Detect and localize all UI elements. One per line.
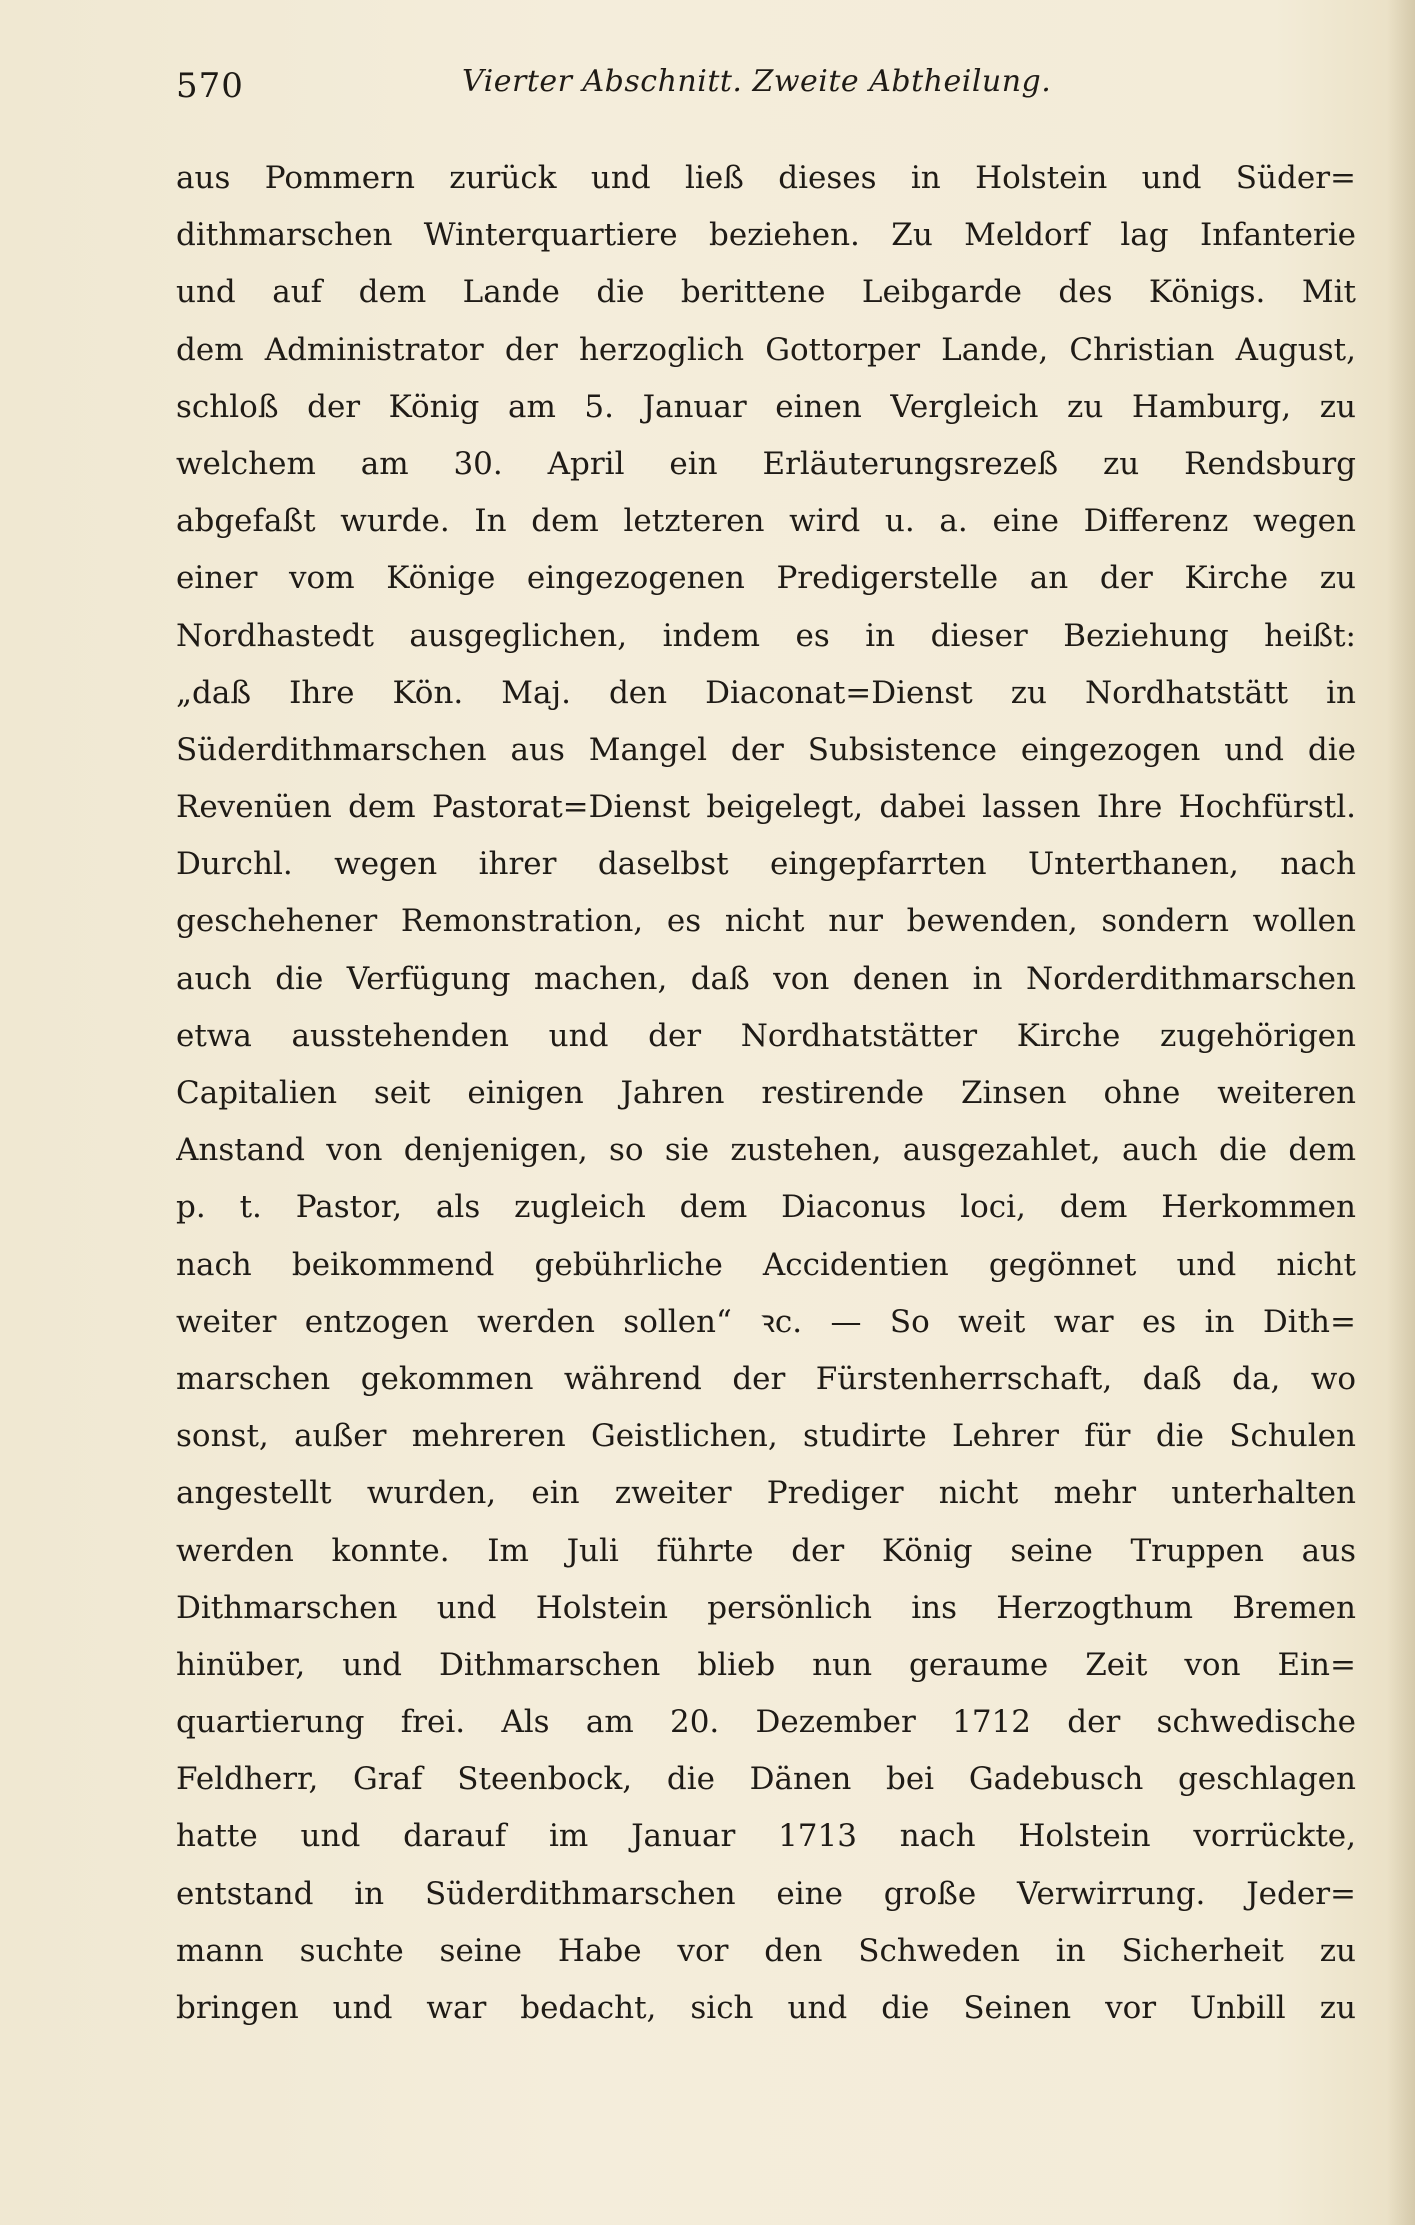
text-line: nach beikommend gebührliche Accidentien gegönnet und nicht <box>176 1246 1356 1283</box>
text-line: p. t. Pastor, als zugleich dem Diaconus loci, dem Herkommen <box>176 1189 1356 1226</box>
body-text <box>176 150 1356 2037</box>
text-line: einer vom Könige eingezogenen Predigerstelle an der Kirche zu <box>176 560 1356 597</box>
text-line: bringen und war bedacht, sich und die Seinen vor Unbill zu <box>176 1990 1356 2026</box>
text-line: Anstand von denjenigen, so sie zustehen, ausgezahlet, auch die dem <box>176 1132 1356 1169</box>
text-line: hinüber, und Dithmarschen blieb nun geraume Zeit von Ein= <box>176 1646 1356 1683</box>
text-line: etwa ausstehenden und der Nordhatstätter Kirche zugehörigen <box>176 1017 1356 1054</box>
text-line: Durchl. wegen ihrer daselbst eingepfarrten Unterthanen, nach <box>176 846 1356 883</box>
page-edge-shadow <box>1387 0 1415 2225</box>
text-line: entstand in Süderdithmarschen eine große Verwirrung. Jeder= <box>176 1875 1356 1912</box>
text-line: und auf dem Lande die berittene Leibgarde des Königs. Mit <box>176 274 1356 311</box>
text-line: Revenüen dem Pastorat=Dienst beigelegt, dabei lassen Ihre Hochfürstl. <box>176 789 1356 826</box>
page-header <box>176 58 1356 118</box>
text-line: weiter entzogen werden sollen“ ꝛc. — So weit war es in Dith= <box>176 1303 1356 1340</box>
text-line: welchem am 30. April ein Erläuterungsrezeß zu Rendsburg <box>176 445 1356 482</box>
page-number: 570 <box>176 66 244 106</box>
text-line: dem Administrator der herzoglich Gottorper Lande, Christian August, <box>176 331 1356 368</box>
text-line: dithmarschen Winterquartiere beziehen. Zu Meldorf lag Infanterie <box>176 217 1356 254</box>
text-line: geschehener Remonstration, es nicht nur bewenden, sondern wollen <box>176 903 1356 940</box>
text-line: Feldherr, Graf Steenbock, die Dänen bei Gadebusch geschlagen <box>176 1761 1356 1798</box>
text-line: „daß Ihre Kön. Maj. den Diaconat=Dienst zu Nordhatstätt in <box>176 674 1356 711</box>
text-line: auch die Verfügung machen, daß von denen in Norderdithmarschen <box>176 960 1356 997</box>
text-line: mann suchte seine Habe vor den Schweden in Sicherheit zu <box>176 1932 1356 1969</box>
running-head: Vierter Abschnitt. Zweite Abtheilung. <box>462 64 1052 99</box>
text-line: abgefaßt wurde. In dem letzteren wird u. a. eine Differenz wegen <box>176 503 1356 540</box>
text-line: Dithmarschen und Holstein persönlich ins Herzogthum Bremen <box>176 1589 1356 1626</box>
text-line: schloß der König am 5. Januar einen Vergleich zu Hamburg, zu <box>176 388 1356 425</box>
text-line: Nordhastedt ausgeglichen, indem es in dieser Beziehung heißt: <box>176 617 1356 654</box>
text-line: angestellt wurden, ein zweiter Prediger nicht mehr unterhalten <box>176 1475 1356 1512</box>
text-line: Capitalien seit einigen Jahren restirende Zinsen ohne weiteren <box>176 1075 1356 1111</box>
text-line: Süderdithmarschen aus Mangel der Subsistence eingezogen und die <box>176 731 1356 768</box>
text-line: werden konnte. Im Juli führte der König seine Truppen aus <box>176 1532 1356 1569</box>
text-line: marschen gekommen während der Fürstenherrschaft, daß da, wo <box>176 1360 1356 1397</box>
text-line: aus Pommern zurück und ließ dieses in Holstein und Süder= <box>176 160 1356 196</box>
text-line: sonst, außer mehreren Geistlichen, studirte Lehrer für die Schulen <box>176 1418 1356 1455</box>
text-line: quartierung frei. Als am 20. Dezember 1712 der schwedische <box>176 1704 1356 1741</box>
text-line: hatte und darauf im Januar 1713 nach Holstein vorrückte, <box>176 1818 1356 1855</box>
